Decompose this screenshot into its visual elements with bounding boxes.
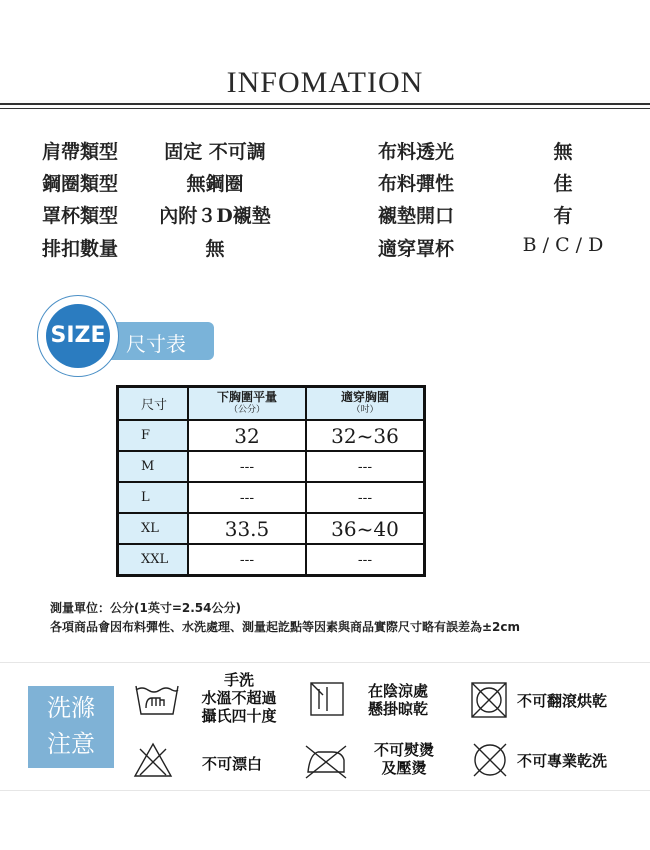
info-label: 布料透光	[378, 141, 455, 163]
header-under-bust-unit: （公分）	[228, 404, 265, 415]
fit-bust-cell: ---	[306, 482, 424, 513]
measurement-unit-note: 測量單位：公分(1英寸=2.54公分)	[50, 601, 241, 615]
care-divider-top	[0, 662, 650, 663]
care-label-line: 手洗	[223, 671, 254, 689]
no-iron-icon	[302, 742, 350, 780]
info-row	[0, 234, 650, 266]
info-row	[0, 201, 650, 233]
hand-wash-icon	[132, 678, 182, 720]
info-value: 有	[553, 205, 573, 227]
care-label-line: 攝氏四十度	[201, 707, 277, 725]
title-divider-bottom	[0, 108, 650, 109]
info-label: 適穿罩杯	[378, 238, 455, 260]
size-cell: F	[118, 420, 188, 451]
care-label: 不可漂白	[202, 755, 263, 773]
info-label: 鋼圈類型	[42, 173, 119, 195]
header-under-bust	[188, 387, 306, 420]
care-label-line: 水溫不超過	[201, 689, 277, 707]
no-bleach-icon	[132, 741, 174, 779]
care-label-line: 及壓燙	[381, 759, 427, 777]
info-label: 布料彈性	[378, 173, 455, 195]
size-table	[116, 385, 426, 577]
size-chart-label-text: 尺寸表	[126, 332, 186, 356]
size-cell: L	[118, 482, 188, 513]
table-row	[118, 544, 424, 575]
care-label	[368, 682, 428, 718]
info-value: 無鋼圈	[186, 173, 244, 195]
care-label-line: 在陰涼處	[368, 682, 429, 700]
under-bust-cell: ---	[188, 482, 306, 513]
care-divider-bottom	[0, 790, 650, 791]
care-label	[368, 741, 440, 777]
under-bust-cell: ---	[188, 544, 306, 575]
info-value: 佳	[553, 173, 573, 195]
fit-bust-cell: ---	[306, 544, 424, 575]
under-bust-cell: ---	[188, 451, 306, 482]
header-under-bust-label: 下胸圍平量	[216, 389, 277, 404]
size-cell: XL	[118, 513, 188, 544]
fit-bust-cell: ---	[306, 451, 424, 482]
under-bust-cell: 33.5	[188, 513, 306, 544]
no-dry-clean-icon	[470, 740, 510, 780]
care-label-line: 懸掛晾乾	[368, 700, 429, 718]
table-row	[118, 420, 424, 451]
care-label-line: 不可熨燙	[373, 741, 434, 759]
info-value: 無	[205, 238, 225, 260]
fit-bust-cell: 36~40	[306, 513, 424, 544]
header-size: 尺寸	[118, 387, 188, 420]
info-value: B / C / D	[522, 234, 604, 256]
size-cell: XXL	[118, 544, 188, 575]
no-tumble-dry-icon	[470, 681, 508, 719]
table-row	[118, 513, 424, 544]
care-title	[28, 690, 114, 762]
info-value: 固定 不可調	[164, 141, 266, 163]
info-label: 肩帶類型	[42, 141, 119, 163]
header-fit-bust-unit: （吋）	[351, 404, 379, 415]
title-divider-top	[0, 103, 650, 105]
header-fit-bust	[306, 387, 424, 420]
size-tolerance-note: 各項商品會因布料彈性、水洗處理、測量起訖點等因素與商品實際尺寸略有誤差為±2cm	[50, 620, 521, 634]
info-value: 內附３D襯墊	[159, 205, 271, 227]
size-cell: M	[118, 451, 188, 482]
info-row	[0, 137, 650, 169]
info-label: 排扣數量	[42, 238, 119, 260]
care-label: 不可翻滾烘乾	[517, 692, 608, 710]
care-title-line: 洗滌	[47, 694, 95, 722]
size-badge: SIZE	[46, 304, 110, 368]
info-label: 罩杯類型	[42, 205, 119, 227]
page-title: INFOMATION	[226, 66, 424, 99]
care-title-line: 注意	[47, 730, 95, 758]
line-dry-shade-icon	[309, 681, 345, 717]
table-header-row	[118, 387, 424, 420]
info-row	[0, 169, 650, 201]
care-label	[194, 671, 284, 725]
info-value: 無	[553, 141, 573, 163]
table-row	[118, 451, 424, 482]
table-row	[118, 482, 424, 513]
header-fit-bust-label: 適穿胸圍	[340, 389, 389, 404]
fit-bust-cell: 32~36	[306, 420, 424, 451]
care-label: 不可專業乾洗	[517, 752, 608, 770]
info-label: 襯墊開口	[378, 205, 455, 227]
under-bust-cell: 32	[188, 420, 306, 451]
